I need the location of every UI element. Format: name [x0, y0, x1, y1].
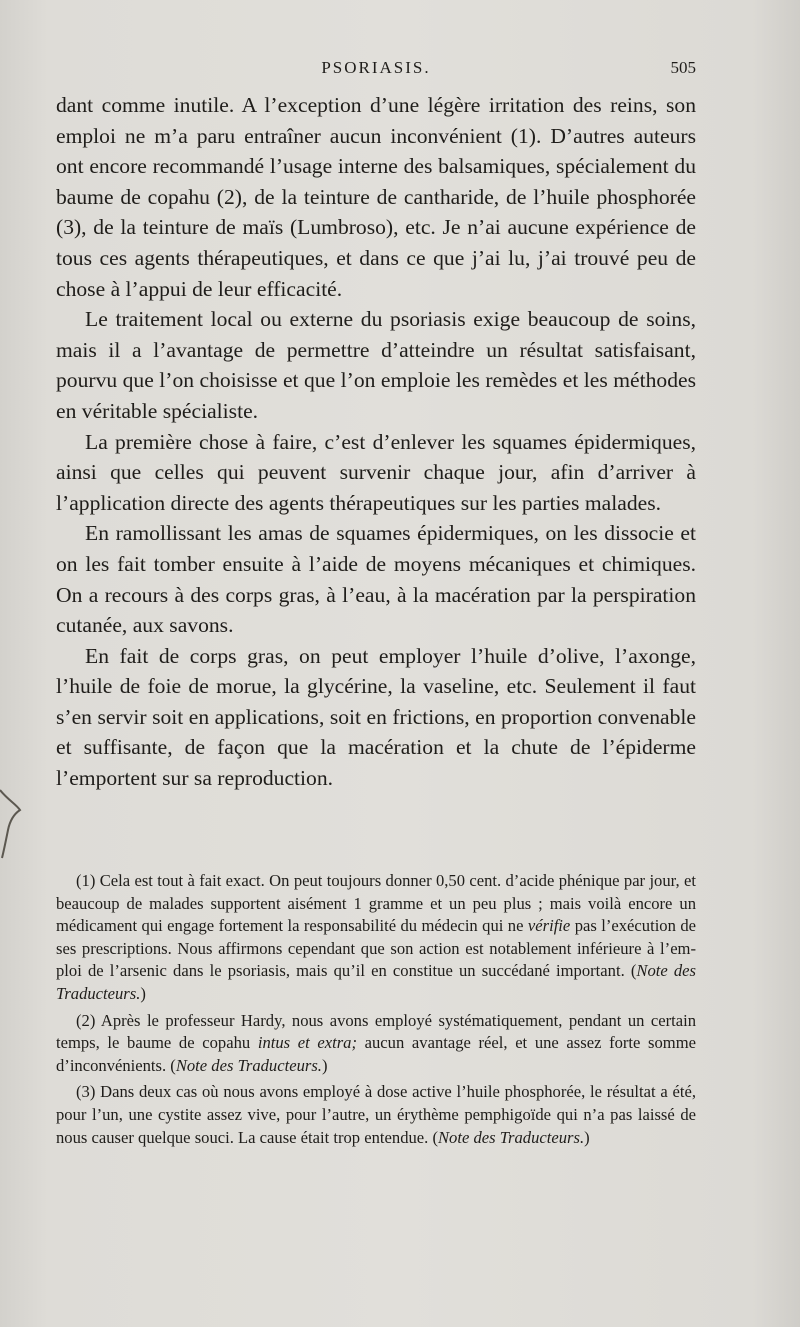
footnote-2-attribution: Note des Traducteurs. — [175, 1055, 322, 1075]
footnote-2-close: ) — [321, 1055, 328, 1075]
footnote-3-attribution: Note des Traducteurs. — [437, 1127, 585, 1147]
footnote-3 — [56, 1081, 696, 1149]
footnote-1-text-a: (1) Cela est tout à fait exact. On peut toujours donner 0,50 cent. d’acide phénique par jour, et beaucoup de malades supportent aisément 1 gramme et un peu plus ; mais voilà encore un médicament qui engage fortement la responsabilité du médecin qui ne — [56, 871, 696, 936]
footnote-2-text-b: aucun avantage réel, et une assez forte somme d’inconvénients. ( — [56, 1033, 696, 1075]
paragraph-4: En ramollissant les amas de squames épidermiques, on les dissocie et on les fait tomber ensuite à l’aide de moyens mécaniques et chimiques. On a recours à des corps gras, à l’eau, à la macération par la perspiration cutanée, aux savons. — [56, 521, 696, 638]
footnote-1-close: ) — [140, 983, 146, 1003]
page-edge-scan-artifact — [0, 780, 22, 860]
footnote-3-text-a: (3) Dans deux cas où nous avons employé à dose active l’huile phosphorée, le résultat a été, pour l’un, une cystite assez vive, pour l’autre, un érythème pemphigoïde qui n’a pas laissé de nous causer quelque souci. La cause était trop entendue. ( — [56, 1082, 696, 1147]
footnote-2-italic: intus et extra; — [257, 1033, 357, 1053]
running-title: PSORIASIS. — [321, 58, 431, 77]
footnote-2-text-a: (2) Après le professeur Hardy, nous avons employé systématiquement, pendant un certain temps, le baume de copahu — [56, 1010, 696, 1053]
paragraph-2: Le traitement local ou externe du psoriasis exige beaucoup de soins, mais il a l’avantage de permettre d’atteindre un résultat satisfaisant, pourvu que l’on choisisse et que l’on emploie les remèdes et les méthodes en véritable spécialiste. — [56, 307, 696, 423]
footnote-1-text-b: pas l’exécution de ses prescriptions. Nous affirmons cependant que son action est notablement inférieure à l’emploi de l’arsenic dans le psoriasis, mais qu’il en constitue un succédané important. ( — [56, 916, 696, 981]
footnote-1-italic: vérifie — [527, 916, 571, 936]
footnote-2 — [56, 1010, 696, 1078]
paragraph-1: dant comme inutile. A l’exception d’une légère irritation des reins, son emploi ne m’a paru entraîner aucun inconvénient (1). D’autres auteurs ont encore recommandé l’usage interne des balsamiques, spécialement du baume de copahu (2), de la teinture de cantharide, de l’huile phosphorée (3), de la teinture de maïs (Lumbroso), etc. Je n’ai aucune expérience de tous ces agents thérapeutiques, et dans ce que j’ai lu, j’ai trouvé peu de chose à l’appui de leur efficacité. — [56, 93, 696, 301]
footnote-1-attribution: Note des Traducteurs. — [56, 961, 697, 1003]
footnote-1 — [56, 870, 696, 1006]
running-head — [56, 58, 696, 82]
footnotes — [56, 870, 696, 1153]
body-text — [56, 90, 696, 794]
paragraph-3: La première chose à faire, c’est d’enlever les squames épidermiques, ainsi que celles qui peuvent survenir chaque jour, afin d’arriver à l’application directe des agents thérapeutiques sur les parties malades. — [56, 429, 696, 515]
footnote-3-close: ) — [584, 1127, 590, 1147]
paragraph-5: En fait de corps gras, on peut employer l’huile d’olive, l’axonge, l’huile de foie de morue, la glycérine, la vaseline, etc. Seulement il faut s’en servir soit en applications, soit en frictions, en proportion convenable et suffisante, de façon que la macération et la chute de l’épiderme l’emportent sur sa reproduction. — [56, 643, 696, 791]
page-number: 505 — [670, 58, 696, 77]
